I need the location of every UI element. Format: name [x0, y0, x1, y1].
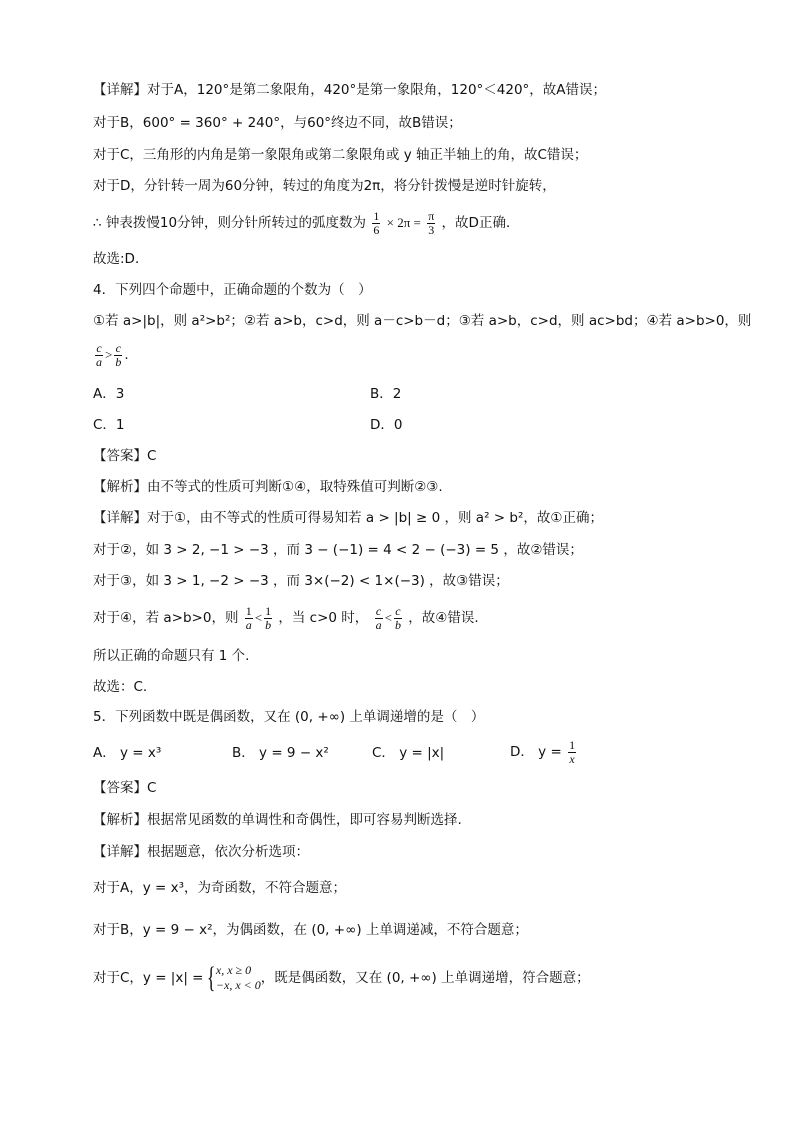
answer-tag: 【答案】 — [93, 780, 147, 796]
analysis-tag: 【解析】 — [93, 479, 147, 495]
q4-detail-4 — [93, 602, 479, 634]
text: ，既是偶函数，又在 (0, +∞) 上单调递增，符合题意； — [260, 970, 590, 986]
q3-detail-d: 对于D，分针转一周为60分钟，转过的角度为2π，将分针拨慢是逆时针旋转， — [93, 178, 556, 194]
text: ∴ 钟表拨慢10分钟，则分针所转过的弧度数为 — [93, 215, 367, 231]
q4-detail-1 — [93, 508, 603, 528]
numerator: c — [375, 603, 382, 618]
text: D． y = — [510, 744, 562, 760]
detail-tag: 【详解】 — [93, 82, 147, 98]
q5-option-b: B． y = 9 − x² — [232, 745, 329, 761]
q5-option-a: A． y = x³ — [93, 745, 162, 761]
analysis-tag: 【解析】 — [93, 812, 147, 828]
q5-analysis — [93, 810, 462, 830]
fraction-c-over-b — [394, 605, 402, 632]
math-text: × 2π = — [386, 215, 421, 230]
answer-value: C — [147, 448, 157, 464]
q3-select: 故选:D． — [93, 251, 149, 267]
analysis-text: 由不等式的性质可判断①④，取特殊值可判断②③. — [147, 479, 443, 495]
numerator: 1 — [569, 737, 576, 752]
denominator: b — [394, 617, 401, 632]
text: 对于④，若 a>b>0，则 — [93, 610, 239, 626]
fraction-c-over-a — [95, 342, 103, 369]
q3-detail-b: 对于B，600° = 360° + 240°，与60°终边不同，故B错误； — [93, 115, 462, 131]
q3-detail-d-cont — [93, 208, 519, 238]
denominator: a — [375, 617, 382, 632]
q5-option-c: C． y = |x| — [372, 745, 445, 761]
lt-sign: < — [254, 610, 263, 625]
numerator: c — [96, 340, 102, 355]
numerator: c — [115, 340, 121, 355]
piecewise-cases — [216, 963, 261, 993]
q4-option-d: D．0 — [370, 417, 403, 433]
denominator: a — [245, 617, 252, 632]
q5-detail-b: 对于B，y = 9 − x²，为偶函数，在 (0, +∞) 上单调递减，不符合题意； — [93, 922, 528, 938]
fraction-c-over-a — [375, 605, 383, 632]
q4-detail-3: 对于③，如 3 > 1, −2 > −3 ，而 3×(−2) < 1×(−3) ，故③错误； — [93, 573, 509, 589]
q4-detail-2: 对于②，如 3 > 2, −1 > −3 ，而 3 − (−1) = 4 < 2 − (−3) = 5 ，故②错误； — [93, 542, 583, 558]
q3-detail-line-a — [93, 80, 606, 100]
answer-tag: 【答案】 — [93, 448, 147, 464]
numerator: 1 — [245, 603, 252, 618]
period: . — [124, 347, 129, 363]
fraction-1-over-b — [264, 605, 272, 632]
numerator: π — [428, 208, 435, 223]
q5-answer — [93, 778, 156, 798]
detail-text: 根据题意，依次分析选项： — [147, 844, 309, 860]
denominator: a — [96, 354, 102, 369]
fraction-one-sixth — [372, 210, 380, 237]
fraction-c-over-b — [114, 342, 122, 369]
text: ，故D正确． — [441, 215, 520, 231]
q5-detail-c — [93, 958, 590, 998]
q3-detail-a: 对于A，120°是第二象限角，420°是第一象限角，120°＜420°，故A错误； — [147, 82, 607, 98]
denominator: b — [115, 354, 122, 369]
detail-text: 对于①，由不等式的性质可得易知若 a > |b| ≥ 0 ，则 a² > b²，故①正确； — [147, 510, 603, 526]
denominator: x — [569, 751, 575, 766]
fraction-1-over-x — [568, 739, 576, 766]
q5-detail-intro — [93, 842, 309, 862]
numerator: 1 — [265, 603, 272, 618]
q4-detail-6: 故选：C. — [93, 679, 148, 695]
q4-answer — [93, 446, 156, 466]
analysis-text: 根据常见函数的单调性和奇偶性，即可容易判断选择. — [147, 812, 462, 828]
numerator: 1 — [373, 208, 380, 223]
numerator: c — [395, 603, 401, 618]
q4-analysis — [93, 477, 443, 497]
detail-tag: 【详解】 — [93, 844, 147, 860]
q5-option-d — [510, 736, 578, 768]
q4-option-a: A．3 — [93, 386, 125, 402]
case-2: −x, x < 0 — [215, 978, 261, 992]
q4-propositions: ①若 a>|b|，则 a²>b²；②若 a>b，c>d，则 a－c>b－d；③若 a>b，c>d，则 ac>bd；④若 a>b>0，则 — [93, 313, 752, 329]
fraction-1-over-a — [245, 605, 253, 632]
q4-stem: 4．下列四个命题中，正确命题的个数为（ ） — [93, 282, 372, 298]
denominator: 6 — [373, 222, 380, 237]
q4-option-b: B．2 — [370, 386, 402, 402]
left-brace: { — [206, 961, 216, 994]
detail-tag: 【详解】 — [93, 510, 147, 526]
q4-detail-5: 所以正确的命题只有 1 个. — [93, 648, 250, 664]
text: ，当 c>0 时， — [278, 610, 369, 626]
lt-sign: < — [384, 610, 392, 625]
q3-detail-c: 对于C，三角形的内角是第一象限角或第二象限角或 y 轴正半轴上的角，故C错误； — [93, 147, 588, 163]
gt-sign: > — [105, 347, 113, 362]
case-1: x, x ≥ 0 — [215, 963, 252, 977]
denominator: b — [265, 617, 272, 632]
q4-prop4-conclusion — [93, 339, 129, 371]
q4-option-c: C．1 — [93, 417, 125, 433]
fraction-pi-third — [427, 210, 435, 237]
text: 对于C，y = |x| = — [93, 970, 204, 986]
text: ，故④错误. — [408, 610, 479, 626]
q5-detail-a: 对于A，y = x³，为奇函数，不符合题意； — [93, 880, 347, 896]
q5-stem: 5．下列函数中既是偶函数，又在 (0, +∞) 上单调递增的是（ ） — [93, 709, 485, 725]
denominator: 3 — [428, 222, 435, 237]
answer-value: C — [147, 780, 157, 796]
